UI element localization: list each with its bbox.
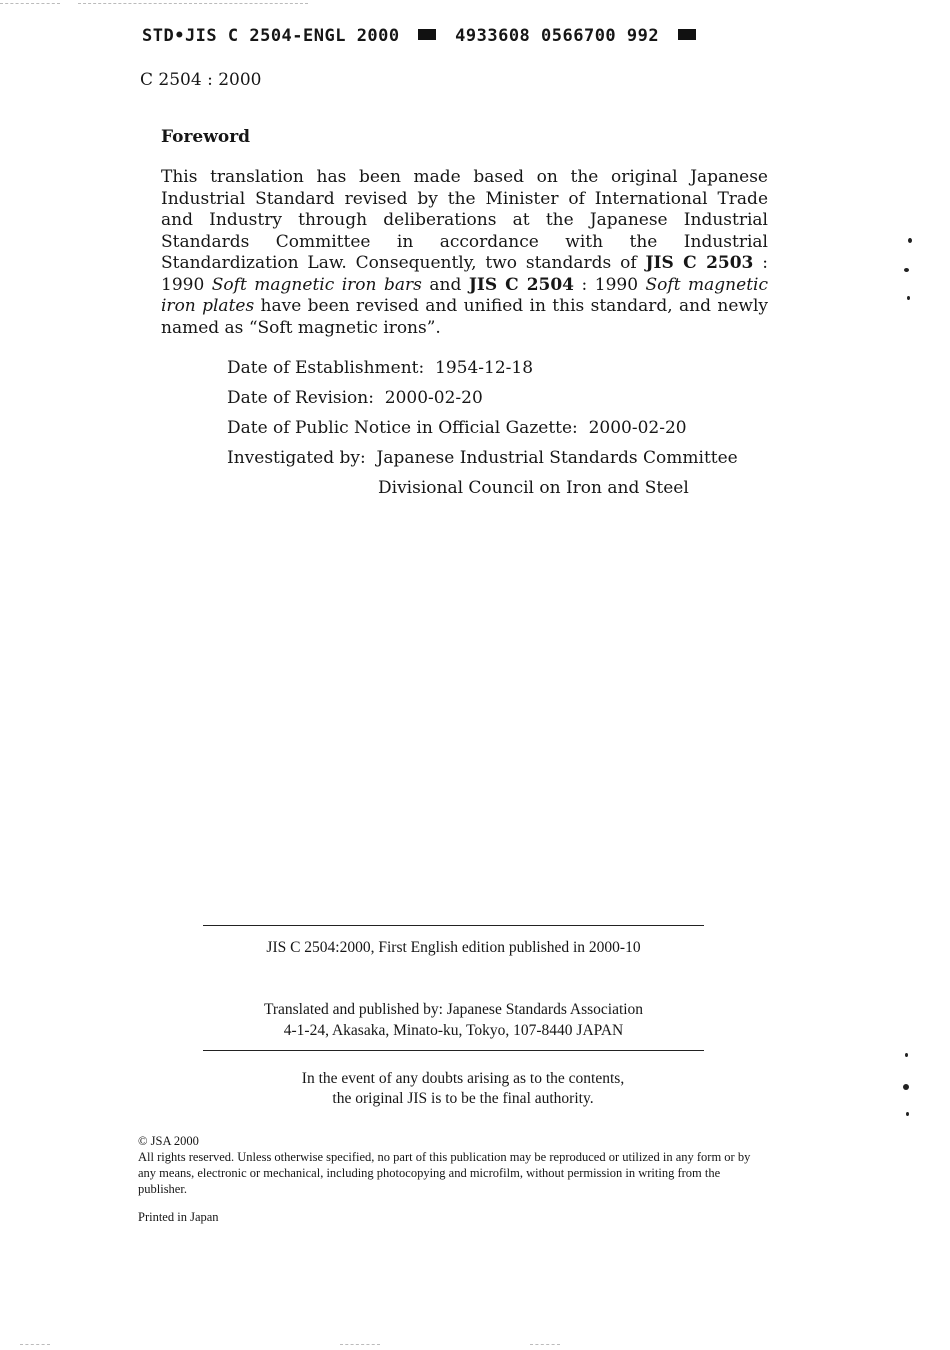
standard-year: : 1990 [161, 253, 768, 295]
authority-line: In the event of any doubts arising as to the contents, [301, 1070, 625, 1087]
publisher-line: Translated and published by: Japanese Standards Association [263, 1001, 644, 1018]
copyright-block [138, 1133, 768, 1197]
document-id: C 2504 : 2000 [140, 70, 262, 90]
date-label: Date of Establishment: [227, 358, 425, 378]
date-revision: 2000-02-20 [384, 388, 483, 408]
scan-speck [903, 1084, 909, 1090]
scan-mark [0, 3, 60, 4]
standard-code-suffix: 992 [626, 26, 660, 46]
date-establishment-row [227, 353, 738, 383]
investigated-by-committee: Japanese Industrial Standards Committee [376, 448, 738, 468]
copyright-mark: © JSA 2000 [138, 1134, 199, 1148]
scan-speck [905, 1053, 908, 1057]
standard-id: STD•JIS C 2504-ENGL 2000 [142, 26, 400, 46]
investigated-row [227, 443, 738, 473]
printed-in: Printed in Japan [138, 1210, 219, 1224]
copyright-text: All rights reserved. Unless otherwise specified, no part of this publication may be reproduced or utilized in any form or by any means, electronic or mechanical, including photocopying and microfilm, without permission in writing from the publisher. [138, 1150, 751, 1196]
authority-line: the original JIS is to be the final authority. [332, 1090, 594, 1107]
scan-mark [20, 1344, 50, 1345]
scan-speck [907, 296, 910, 300]
bottom-divider [203, 1050, 704, 1051]
foreword-paragraph [161, 167, 768, 339]
authority-note [203, 1069, 723, 1109]
date-establishment: 1954-12-18 [435, 358, 534, 378]
standard-title-plates: Soft magnetic iron plates [161, 274, 768, 316]
conjunction: and [421, 274, 469, 295]
date-notice-row [227, 413, 738, 443]
scan-speck [904, 268, 909, 272]
scan-mark [530, 1344, 560, 1345]
standard-code: 4933608 0566700 [455, 26, 617, 46]
date-label: Date of Revision: [227, 388, 374, 408]
scan-mark [78, 3, 308, 4]
scan-speck [908, 238, 912, 243]
standard-title-bars: Soft magnetic iron bars [211, 274, 422, 295]
redaction-block [418, 29, 436, 40]
investigated-label: Investigated by: [227, 448, 366, 468]
standard-reference-header [142, 26, 704, 46]
foreword-heading: Foreword [161, 127, 251, 147]
top-divider [203, 925, 704, 926]
edition-note: JIS C 2504:2000, First English edition published in 2000-10 [266, 939, 641, 956]
scan-speck [906, 1112, 909, 1116]
date-revision-row [227, 383, 738, 413]
standard-ref-bars: JIS C 2503 [645, 253, 754, 273]
publisher-address: 4-1-24, Akasaka, Minato-ku, Tokyo, 107-8440 JAPAN [283, 1022, 624, 1039]
redaction-block [678, 29, 696, 40]
date-notice: 2000-02-20 [588, 418, 687, 438]
foreword-text-end: have been revised and unified in this standard, and newly named as “Soft magnetic irons”. [161, 296, 768, 338]
dates-block [227, 353, 738, 503]
foreword-text: This translation has been made based on the original Japanese Industrial Standard revised by the Minister of International Trade and Industry through deliberations at the Japanese Industrial Standards Committee in accordance with the Industrial Standardization Law. Consequently, two standards of [161, 167, 768, 273]
standard-year: : 1990 [574, 274, 646, 295]
standard-ref-plates: JIS C 2504 [468, 274, 575, 295]
investigated-row-2: Divisional Council on Iron and Steel [378, 478, 689, 498]
scan-mark [340, 1344, 380, 1345]
publisher-block [203, 999, 704, 1041]
date-label: Date of Public Notice in Official Gazette: [227, 418, 578, 438]
